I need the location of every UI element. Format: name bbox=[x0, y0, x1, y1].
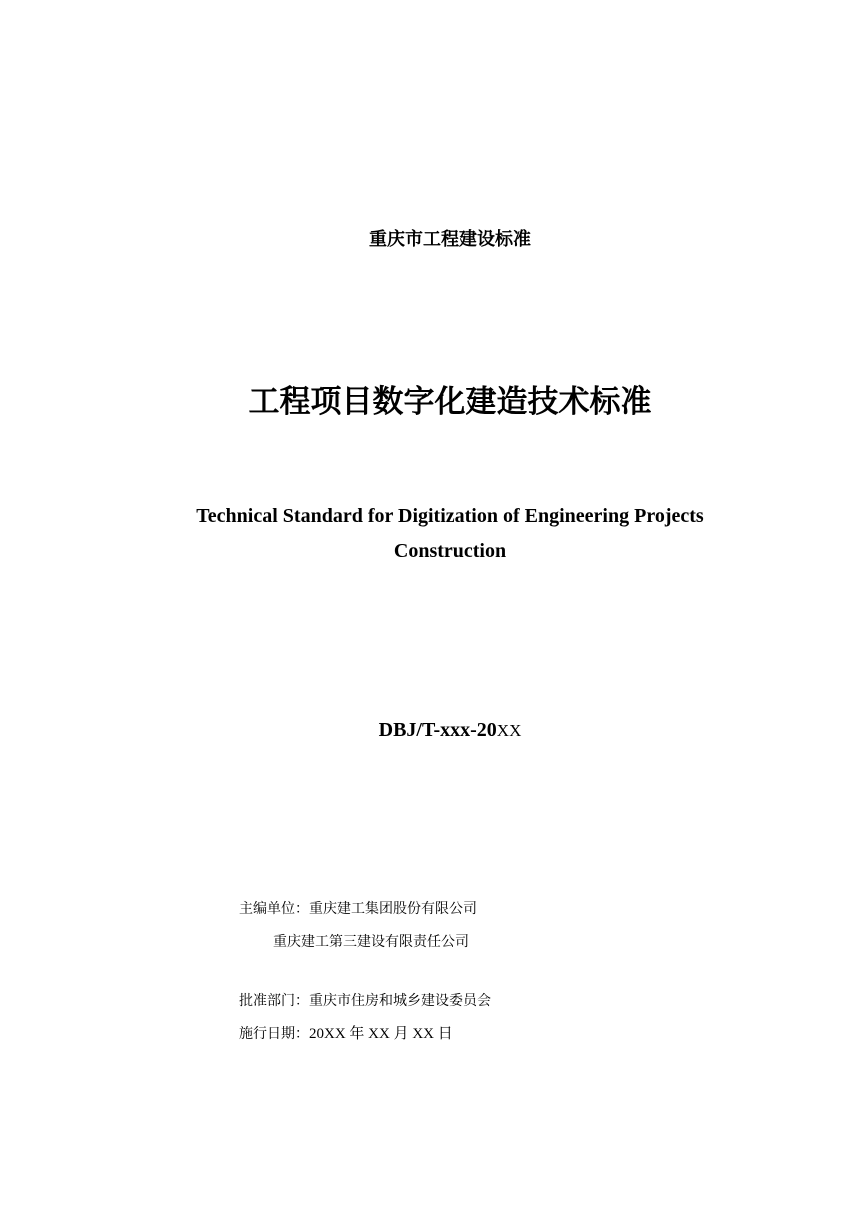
approval-label: 批准部门： bbox=[239, 993, 309, 1009]
english-title-line-2: Construction bbox=[393, 540, 507, 562]
standard-number bbox=[20, 716, 860, 745]
standard-year: XX bbox=[496, 721, 522, 740]
standard-code: DBJ/T-xxx-20 bbox=[378, 719, 497, 741]
chief-editor-1: 重庆建工集团股份有限公司 bbox=[309, 901, 477, 917]
chief-editor-label: 主编单位： bbox=[239, 901, 309, 917]
series-title: 重庆市工程建设标准 bbox=[369, 229, 531, 250]
effective-date-row bbox=[239, 1024, 453, 1044]
effective-date-label: 施行日期： bbox=[239, 1026, 309, 1042]
approval-department: 重庆市住房和城乡建设委员会 bbox=[309, 993, 491, 1009]
effective-date: 20XX 年 XX 月 XX 日 bbox=[309, 1026, 453, 1042]
chief-editor-2: 重庆建工第三建设有限责任公司 bbox=[273, 934, 469, 950]
chief-editor-row bbox=[239, 899, 477, 919]
main-title: 工程项目数字化建造技术标准 bbox=[248, 384, 652, 420]
english-title bbox=[150, 499, 750, 569]
english-title-line-1: Technical Standard for Digitization of Engineering Projects bbox=[196, 505, 704, 527]
approval-row bbox=[239, 991, 491, 1011]
chief-editor-row-2 bbox=[273, 932, 469, 952]
